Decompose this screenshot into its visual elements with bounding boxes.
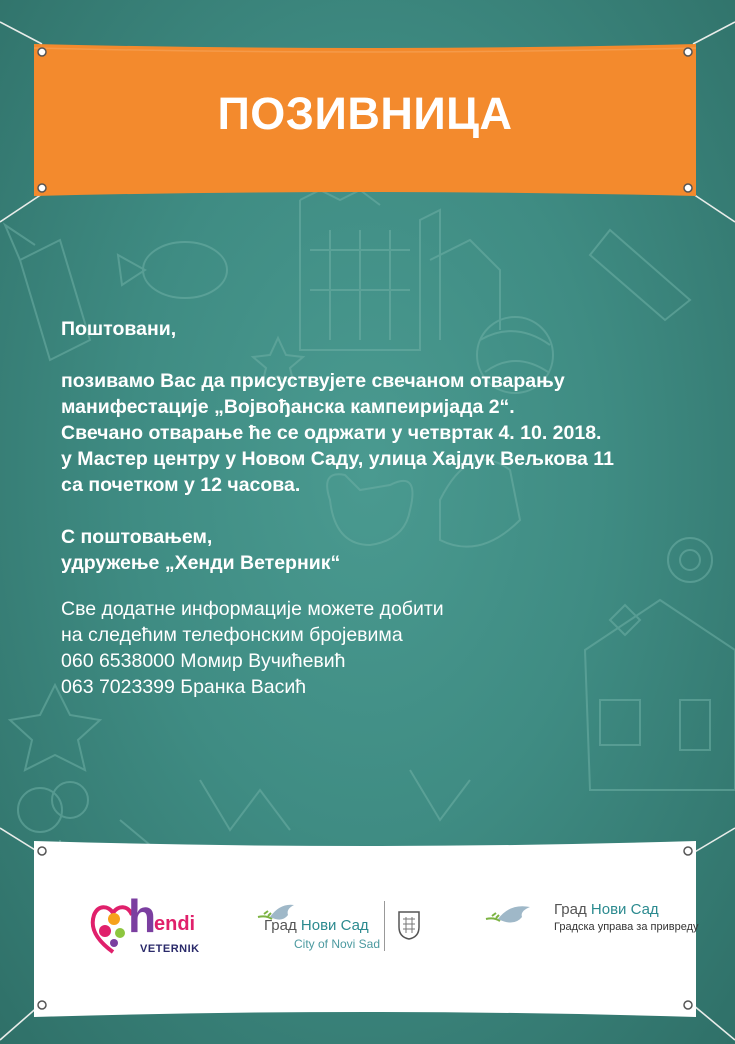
grommet-icon — [684, 48, 692, 56]
hendi-veternik-logo — [90, 891, 210, 963]
closing-line: удружење „Хенди Ветерник“ — [61, 552, 341, 574]
greeting: Поштовани, — [61, 318, 177, 340]
sponsor-banner — [34, 841, 699, 1017]
grommet-icon — [684, 184, 692, 192]
hendi-h: h — [128, 890, 157, 942]
body-line: манифестације „Војвођанска кампеиријада 2“. — [61, 396, 515, 418]
grommet-icon — [38, 184, 46, 192]
dove-icon — [484, 901, 536, 931]
invitation-title: ПОЗИВНИЦА — [217, 88, 513, 139]
hendi-subtitle: VETERNIK — [140, 943, 200, 955]
invitation-letter — [61, 316, 701, 700]
city-name: Нови Сад — [300, 917, 369, 934]
divider — [384, 901, 385, 951]
body-line: у Мастер центру у Новом Саду, улица Хајдук Вељкова 11 — [61, 448, 614, 470]
body-line: са почетком у 12 часова. — [61, 474, 301, 496]
grommet-icon — [38, 1001, 46, 1009]
coat-of-arms-icon — [396, 909, 422, 941]
city-novi-sad-logo — [256, 891, 466, 955]
grommet-icon — [684, 1001, 692, 1009]
contact-line: 060 6538000 Момир Вучићевић — [61, 650, 346, 672]
city-name: Нови Сад — [590, 901, 659, 918]
city-label: Град — [554, 901, 591, 918]
body-line: Свечано отварање ће се одржати у четвртак 4. 10. 2018. — [61, 422, 602, 444]
contact-line: Све додатне информације можете добити — [61, 598, 444, 620]
contact-line: на следећим телефонским бројевима — [61, 624, 403, 646]
city-english: City of Novi Sad — [294, 937, 381, 951]
contact-line: 063 7023399 Бранка Васић — [61, 676, 307, 698]
grommet-icon — [38, 847, 46, 855]
closing-line: С поштовањем, — [61, 526, 213, 548]
city-label: Град — [264, 917, 301, 934]
grommet-icon — [38, 48, 46, 56]
grommet-icon — [684, 847, 692, 855]
body-line: позивамо Вас да присуствујете свечаном отварању — [61, 370, 565, 392]
hendi-wordmark: endi — [154, 913, 196, 935]
city-administration-logo — [484, 901, 699, 951]
administration-label: Градска управа за привреду — [554, 921, 699, 933]
